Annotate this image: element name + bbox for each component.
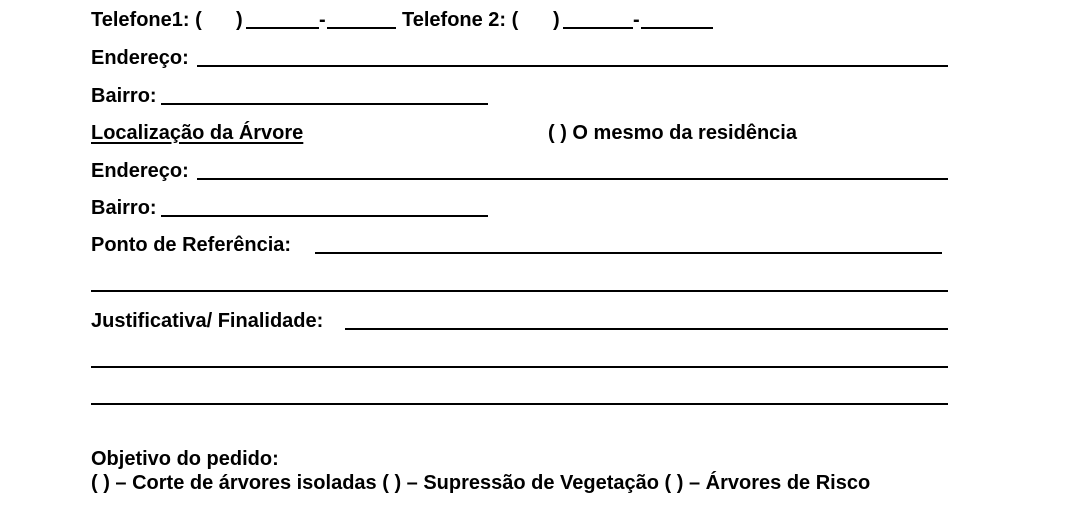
phone2-prefix-field[interactable] bbox=[563, 27, 633, 29]
justification-row bbox=[91, 309, 948, 333]
justification-field[interactable] bbox=[345, 328, 948, 330]
address-label: Endereço: bbox=[91, 47, 189, 69]
objective-options-row bbox=[91, 471, 991, 495]
tree-neighborhood-field[interactable] bbox=[161, 215, 488, 217]
reference-field[interactable] bbox=[315, 252, 942, 254]
phone2-suffix-field[interactable] bbox=[641, 27, 713, 29]
objective-options[interactable]: ( ) – Corte de árvores isoladas ( ) – Supressão de Vegetação ( ) – Árvores de Risco bbox=[91, 472, 871, 494]
address-row bbox=[91, 46, 948, 70]
justification-line-3[interactable] bbox=[91, 403, 948, 405]
tree-address-field[interactable] bbox=[197, 178, 948, 180]
objective-label: Objetivo do pedido: bbox=[91, 448, 279, 470]
phone2-dash: - bbox=[633, 9, 640, 31]
phone-row bbox=[91, 8, 791, 32]
tree-neighborhood-row bbox=[91, 196, 491, 220]
address-field[interactable] bbox=[197, 65, 948, 67]
tree-location-row bbox=[91, 121, 851, 145]
phone1-dash: - bbox=[319, 9, 326, 31]
neighborhood-label: Bairro: bbox=[91, 85, 157, 107]
same-as-residence-option[interactable]: ( ) O mesmo da residência bbox=[548, 122, 797, 144]
tree-neighborhood-label: Bairro: bbox=[91, 197, 157, 219]
phone2-label: Telefone 2: ( bbox=[402, 9, 519, 31]
neighborhood-field[interactable] bbox=[161, 103, 488, 105]
phone1-suffix-field[interactable] bbox=[327, 27, 396, 29]
phone1-area-close: ) bbox=[236, 9, 243, 31]
neighborhood-row bbox=[91, 84, 491, 108]
phone1-prefix-field[interactable] bbox=[246, 27, 319, 29]
phone1-label: Telefone1: ( bbox=[91, 9, 202, 31]
reference-continuation-line[interactable] bbox=[91, 290, 948, 292]
phone2-area-close: ) bbox=[553, 9, 560, 31]
justification-line-2[interactable] bbox=[91, 366, 948, 368]
tree-address-label: Endereço: bbox=[91, 160, 189, 182]
tree-address-row bbox=[91, 159, 948, 183]
reference-label: Ponto de Referência: bbox=[91, 234, 292, 256]
justification-label: Justificativa/ Finalidade: bbox=[91, 310, 324, 332]
tree-location-heading: Localização da Árvore bbox=[91, 122, 304, 144]
reference-row bbox=[91, 233, 948, 257]
objective-label-row bbox=[91, 447, 591, 471]
